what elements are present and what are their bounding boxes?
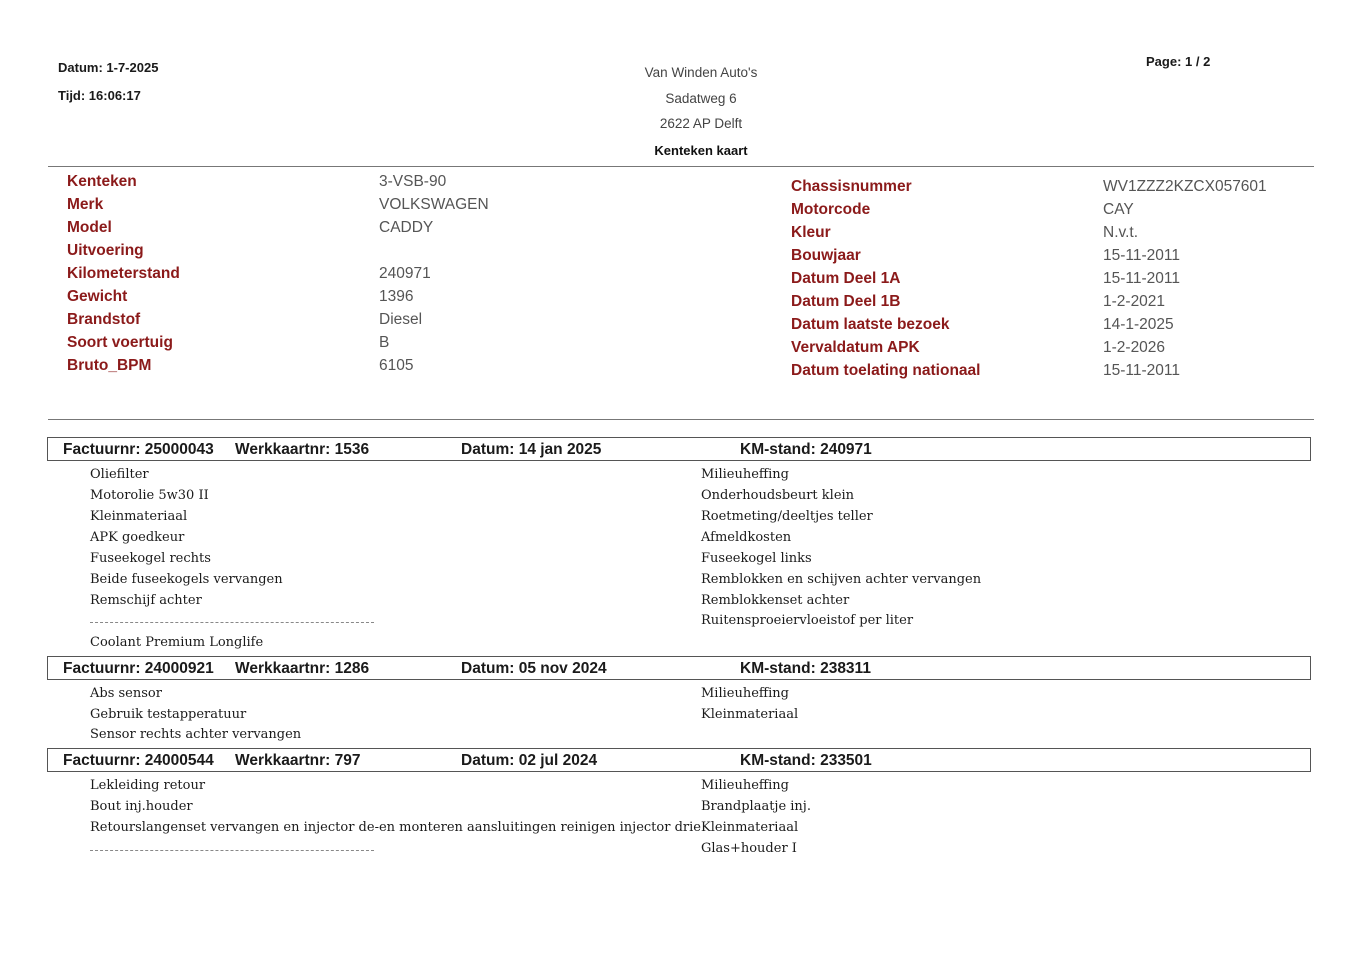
invoice-line-item: Fuseekogel rechts — [90, 551, 211, 566]
details-divider — [48, 419, 1314, 420]
invoice-line-item: Remblokkenset achter — [701, 593, 850, 608]
vehicle-value: 3-VSB-90 — [379, 173, 447, 190]
vehicle-label: Kenteken — [67, 173, 137, 190]
invoice-line-item: Beide fuseekogels vervangen — [90, 572, 283, 587]
invoice-line-item: Oliefilter — [90, 467, 149, 482]
invoice-line-item: Milieuheffing — [701, 686, 790, 701]
invoice-line-item: Roetmeting/deeltjes teller — [701, 509, 873, 524]
vehicle-value: B — [379, 334, 390, 351]
workcard-number: Werkkaartnr: 1536 — [235, 441, 370, 458]
page-number: Page: 1 / 2 — [1146, 54, 1211, 69]
print-info — [58, 54, 158, 110]
invoice-line-item: Milieuheffing — [701, 778, 790, 793]
vehicle-label: Bruto_BPM — [67, 357, 152, 374]
vehicle-value: 15-11-2011 — [1103, 362, 1180, 379]
company-name: Van Winden Auto's — [644, 65, 758, 80]
vehicle-value: 1396 — [379, 288, 414, 305]
odometer-reading: KM-stand: 233501 — [740, 752, 872, 769]
vehicle-value: 1-2-2026 — [1103, 339, 1166, 356]
company-address — [551, 60, 851, 161]
vehicle-label: Model — [67, 219, 112, 236]
vehicle-label: Kleur — [791, 224, 831, 241]
vehicle-label: Uitvoering — [67, 242, 144, 259]
separator-line — [90, 622, 374, 623]
print-date: Datum: 1-7-2025 — [58, 60, 159, 75]
vehicle-value: 6105 — [379, 357, 414, 374]
header-divider — [48, 166, 1314, 167]
invoice-line-item: Ruitensproeiervloeistof per liter — [701, 613, 914, 628]
separator-line — [90, 850, 374, 851]
vehicle-label: Kilometerstand — [67, 265, 180, 282]
odometer-reading: KM-stand: 238311 — [740, 660, 871, 677]
invoice-line-item: Brandplaatje inj. — [701, 799, 811, 814]
invoice-line-item: Afmeldkosten — [701, 530, 792, 545]
invoice-line-item: Kleinmateriaal — [90, 509, 188, 524]
vehicle-value: WV1ZZZ2KZCX057601 — [1103, 178, 1267, 195]
invoice-line-item: Lekleiding retour — [90, 778, 206, 793]
vehicle-value: N.v.t. — [1103, 224, 1139, 241]
vehicle-label: Vervaldatum APK — [791, 339, 920, 356]
invoice-number: Factuurnr: 24000921 — [63, 660, 214, 677]
vehicle-value: 15-11-2011 — [1103, 270, 1180, 287]
vehicle-label: Soort voertuig — [67, 334, 173, 351]
invoice-line-item: Sensor rechts achter vervangen — [90, 727, 302, 742]
invoice-date: Datum: 05 nov 2024 — [461, 660, 607, 677]
invoice-line-item: Milieuheffing — [701, 467, 790, 482]
invoice-line-item: Remblokken en schijven achter vervangen — [701, 572, 982, 587]
invoice-date: Datum: 02 jul 2024 — [461, 752, 598, 769]
invoice-line-item: Onderhoudsbeurt klein — [701, 488, 855, 503]
invoice-line-item: Remschijf achter — [90, 593, 202, 608]
vehicle-value: Diesel — [379, 311, 423, 328]
vehicle-value: VOLKSWAGEN — [379, 196, 489, 213]
invoice-line-item: Gebruik testapperatuur — [90, 707, 247, 722]
invoice-line-item: Coolant Premium Longlife — [90, 635, 264, 650]
vehicle-value: 1-2-2021 — [1103, 293, 1166, 310]
invoice-line-item: Kleinmateriaal — [701, 820, 799, 835]
vehicle-label: Chassisnummer — [791, 178, 912, 195]
invoice-line-item: Motorolie 5w30 II — [90, 488, 209, 503]
invoice-header — [47, 437, 1311, 461]
invoice-header — [47, 748, 1311, 772]
vehicle-value: 15-11-2011 — [1103, 247, 1180, 264]
invoice-line-item: APK goedkeur — [90, 530, 185, 545]
invoice-line-item: Retourslangenset vervangen en injector de-en monteren aansluitingen reinigen injector drie — [90, 820, 701, 835]
vehicle-value: 14-1-2025 — [1103, 316, 1174, 333]
vehicle-label: Datum Deel 1A — [791, 270, 901, 287]
vehicle-value: 240971 — [379, 265, 431, 282]
invoice-header — [47, 656, 1311, 680]
vehicle-label: Datum toelating nationaal — [791, 362, 981, 379]
workcard-number: Werkkaartnr: 1286 — [235, 660, 370, 677]
odometer-reading: KM-stand: 240971 — [740, 441, 872, 458]
invoice-line-item: Bout inj.houder — [90, 799, 193, 814]
vehicle-value: CADDY — [379, 219, 434, 236]
invoice-line-item: Fuseekogel links — [701, 551, 812, 566]
company-city: 2622 AP Delft — [659, 116, 743, 131]
document-title: Kenteken kaart — [654, 142, 748, 158]
vehicle-label: Brandstof — [67, 311, 141, 328]
workcard-number: Werkkaartnr: 797 — [235, 752, 361, 769]
company-street: Sadatweg 6 — [665, 90, 737, 106]
vehicle-label: Bouwjaar — [791, 247, 861, 264]
invoice-line-item: Glas+houder I — [701, 841, 797, 856]
invoice-line-item: Abs sensor — [90, 686, 162, 701]
invoice-number: Factuurnr: 24000544 — [63, 752, 214, 769]
invoice-line-item: Kleinmateriaal — [701, 707, 799, 722]
print-time: Tijd: 16:06:17 — [58, 88, 141, 103]
vehicle-label: Datum Deel 1B — [791, 293, 901, 310]
vehicle-label: Motorcode — [791, 201, 871, 218]
vehicle-label: Merk — [67, 196, 104, 213]
vehicle-label: Gewicht — [67, 288, 128, 305]
invoice-date: Datum: 14 jan 2025 — [461, 441, 602, 458]
invoice-number: Factuurnr: 25000043 — [63, 441, 214, 458]
vehicle-value: CAY — [1103, 201, 1134, 218]
vehicle-label: Datum laatste bezoek — [791, 316, 950, 333]
